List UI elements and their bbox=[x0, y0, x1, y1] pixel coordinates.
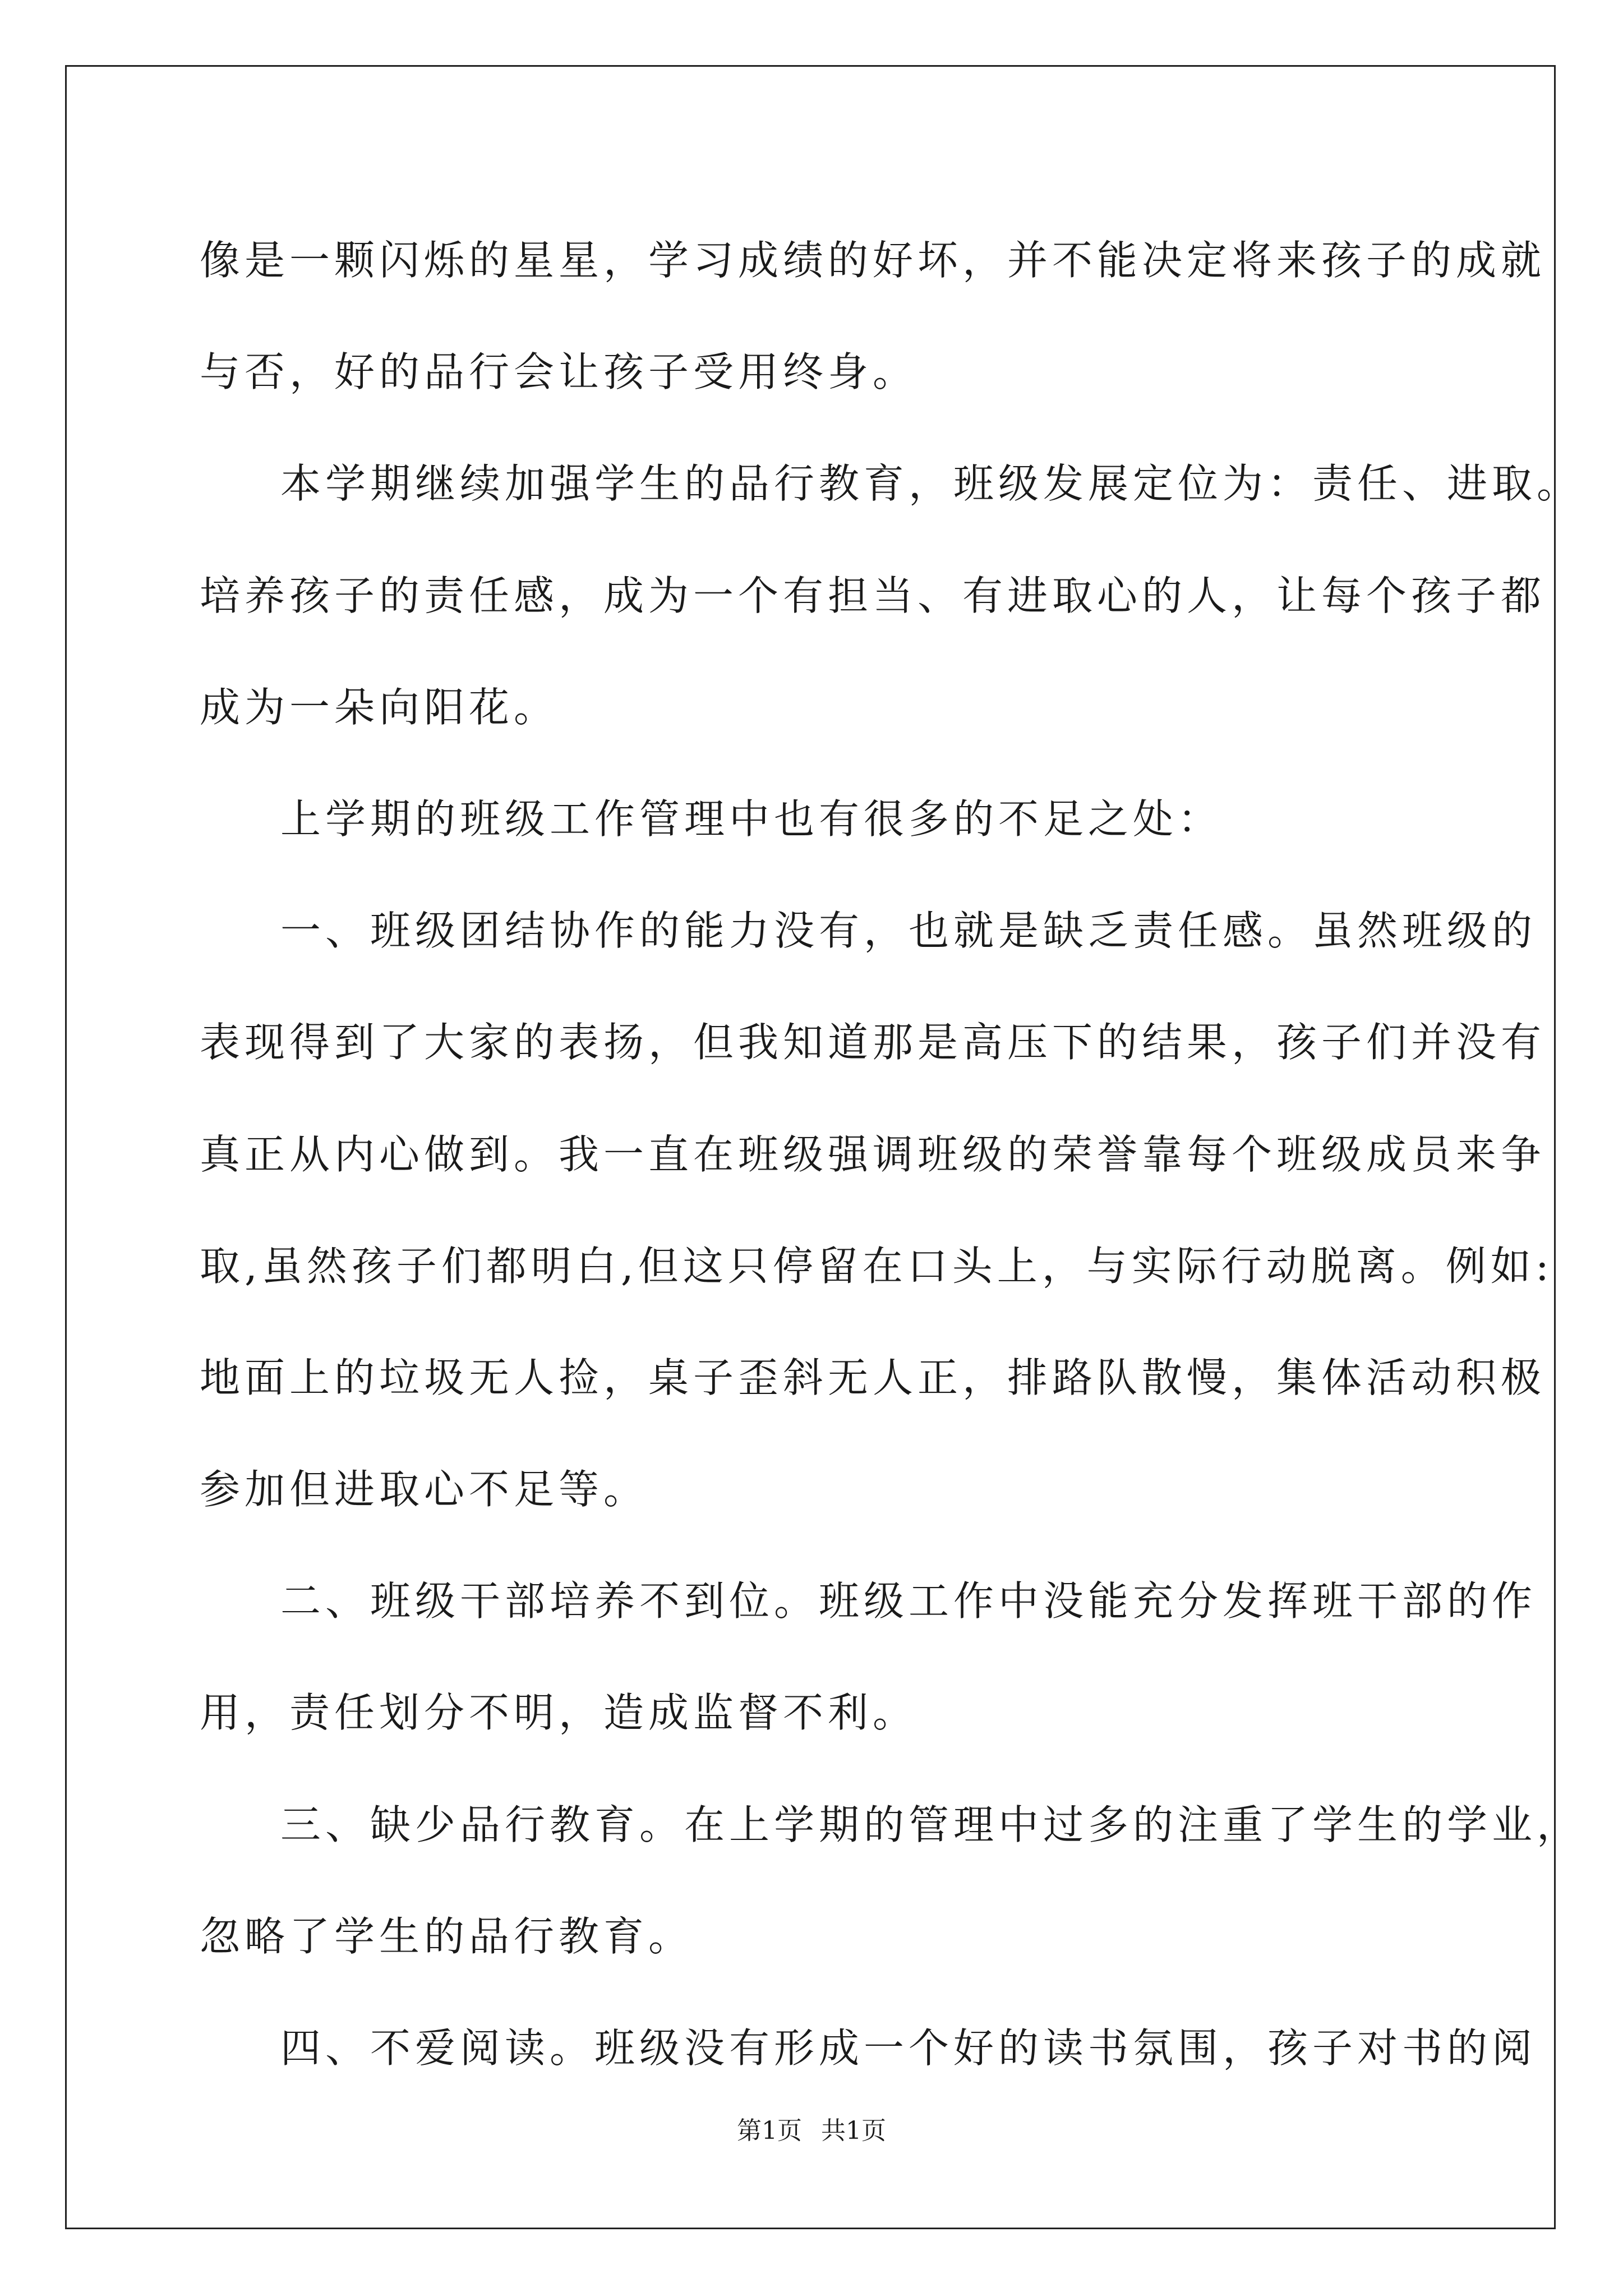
document-body bbox=[200, 205, 1582, 2104]
text-line: 真正从内心做到。我一直在班级强调班级的荣誉靠每个班级成员来争 bbox=[200, 1130, 1546, 1178]
text-line: 用，责任划分不明，造成监督不利。 bbox=[200, 1689, 918, 1737]
text-line: 忽略了学生的品行教育。 bbox=[200, 1912, 694, 1960]
text-line: 一、班级团结协作的能力没有，也就是缺乏责任感。虽然班级的 bbox=[280, 907, 1537, 955]
text-line: 取,虽然孩子们都明白,但这只停留在口头上，与实际行动脱离。例如: bbox=[200, 1242, 1554, 1290]
text-line: 表现得到了大家的表扬，但我知道那是高压下的结果，孩子们并没有 bbox=[200, 1019, 1546, 1066]
page-number: 第1页 bbox=[737, 2116, 802, 2145]
text-line: 四、不爱阅读。班级没有形成一个好的读书氛围，孩子对书的阅 bbox=[280, 2024, 1537, 2072]
text-line: 成为一朵向阳花。 bbox=[200, 683, 559, 731]
text-line: 二、班级干部培养不到位。班级工作中没能充分发挥班干部的作 bbox=[280, 1577, 1537, 1625]
page-total: 共1页 bbox=[821, 2116, 886, 2145]
text-line: 本学期继续加强学生的品行教育，班级发展定位为：责任、进取。 bbox=[280, 460, 1582, 508]
text-line: 培养孩子的责任感，成为一个有担当、有进取心的人，让每个孩子都 bbox=[200, 572, 1546, 619]
text-line: 与否，好的品行会让孩子受用终身。 bbox=[200, 348, 918, 396]
text-line: 地面上的垃圾无人捡，桌子歪斜无人正，排路队散慢，集体活动积极 bbox=[200, 1354, 1546, 1401]
text-line: 上学期的班级工作管理中也有很多的不足之处： bbox=[280, 795, 1223, 843]
text-line: 参加但进取心不足等。 bbox=[200, 1466, 649, 1513]
page-footer bbox=[0, 2110, 1623, 2146]
text-line: 像是一颗闪烁的星星，学习成绩的好坏，并不能决定将来孩子的成就 bbox=[200, 237, 1546, 284]
text-line: 三、缺少品行教育。在上学期的管理中过多的注重了学生的学业， bbox=[280, 1801, 1582, 1848]
